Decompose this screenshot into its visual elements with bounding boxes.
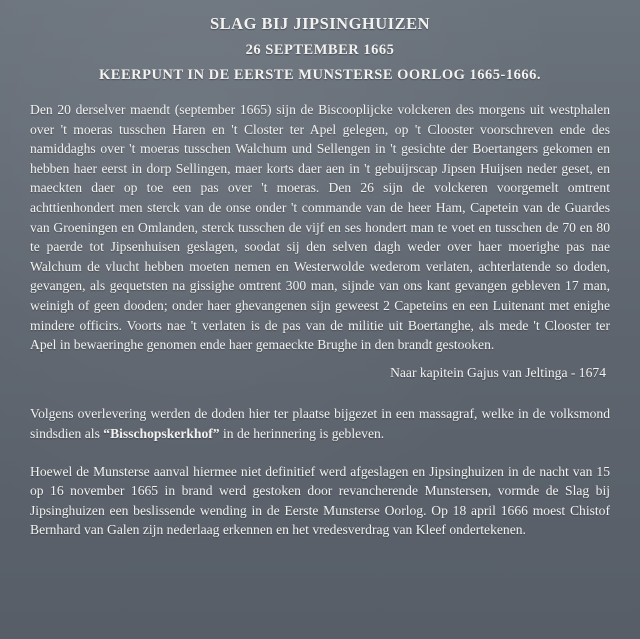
mass-grave-text-start: Volgens overlevering werden de doden hier ter plaatse bijgezet in een massagraf, welke in de volksmond sindsdien als [30, 406, 610, 441]
plaque-subtitle: KEERPUNT IN DE EERSTE MUNSTERSE OORLOG 1665-1666. [99, 67, 541, 83]
mass-grave-text-end: in de herinnering is gebleven. [219, 425, 385, 441]
historical-quote: Den 20 derselver maendt (september 1665) sijn de Biscooplijcke volckeren des morgens uit westphalen over 't moeras tusschen Haren en 't Closter ter Apel gelegen, op 't Clooster voorschreven ende des namiddaghs over 't moeras tusschen Walchum und Sellengen in 't gesichte der Boertangers gekomen en hebben haer eerst in dorp Sellingen, maer korts daer aen in 't gebuijrscap Jipsen Huijsen neder geset, en maeckten daer op toe een pas over 't moeras. Den 26 sijn de volckeren voorgemelt omtrent achttienhondert men sterck van de onse onder 't commande van de heer Ham, Capetein van de Guardes van Groeningen en Omlanden, sterck tusschen de vijf en ses hondert man te voet en tusschen de 70 en 80 te paerde tot Jipsenhuisen geslagen, soodat sij den selven dagh weder over haer moerighe pas nae Walchum de vlucht hebben moeten nemen en Westerwolde wederom verlaten, achterlatende so doden, gevangen, als gequetsten na gissighe omtrent 300 man, sijnde van ons kant gevangen gebleven 17 man, weinigh of geen dooden; onder haer ghevangenen sijn geweest 2 Capeteins en een Luitenant met enighe mindere officirs. Voorts nae 't verlaten is de pas van de militie uit Boertanghe, als mede 't Clooster ter Apel in bewaeringhe genomen ende haer gemaeckte Brughe in den brandt gestooken. [30, 102, 610, 353]
plaque-date: 26 SEPTEMBER 1665 [245, 42, 395, 58]
outcome-paragraph: Hoewel de Munsterse aanval hiermee niet definitief werd afgeslagen en Jipsinghuizen in de nacht van 15 op 16 november 1665 in brand werd gestoken door revancherende Munstersen, vormde de Slag bij Jipsinghuizen een beslissende wending in de Eerste Munsterse Oorlog. Op 18 april 1666 moest Chistof Bernhard van Galen zijn nederlaag erkennen en het vredesverdrag van Kleef ondertekenen. [30, 463, 610, 538]
plaque-title: SLAG BIJ JIPSINGHUIZEN [209, 14, 431, 33]
mass-grave-paragraph [30, 404, 610, 443]
bisschopskerkhof-name: “Bisschopskerkhof” [103, 425, 220, 441]
quote-attribution: Naar kapitein Gajus van Jeltinga - 1674 [390, 364, 606, 380]
